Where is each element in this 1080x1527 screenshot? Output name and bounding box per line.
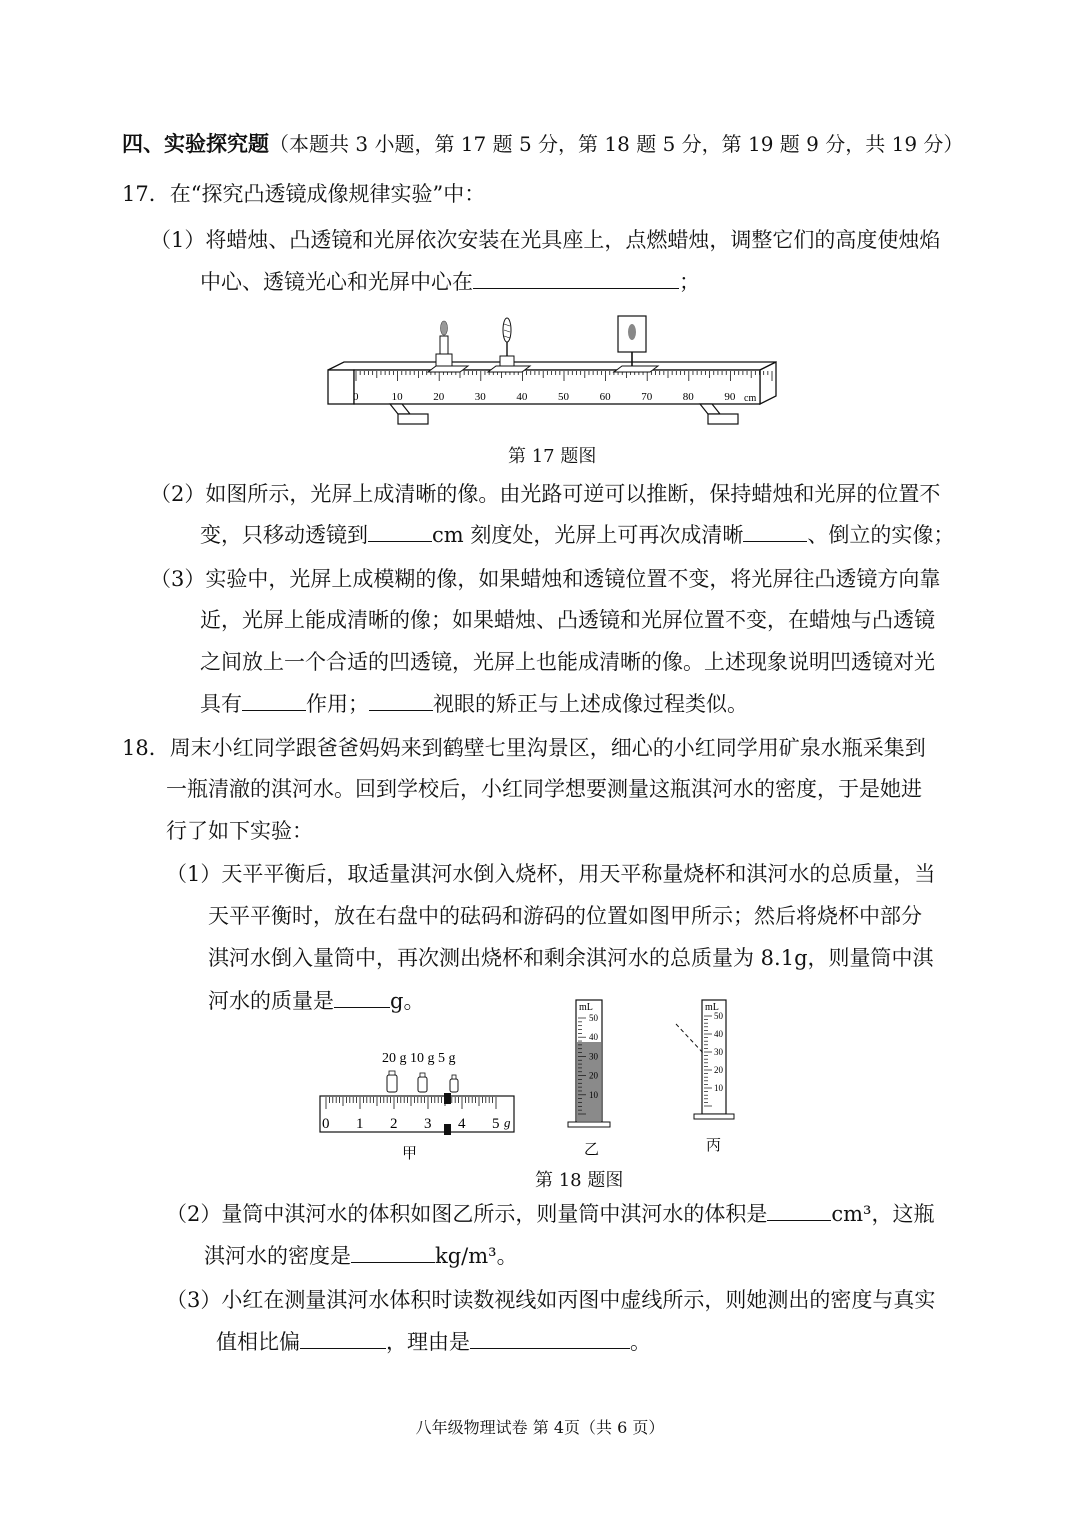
q18-answer-blank-4[interactable] [300, 1328, 386, 1349]
q18-p1-text-b: g。 [390, 989, 425, 1013]
q18-p3-text-b: ，理由是 [386, 1330, 470, 1354]
q18-answer-blank-3[interactable] [351, 1242, 435, 1263]
optical-bench-figure [320, 310, 780, 435]
scale-tick-label: 4 [458, 1116, 466, 1132]
q17-p3-line2: 近，光屏上能成清晰的像；如果蜡烛、凸透镜和光屏位置不变，在蜡烛与凸透镜 [200, 608, 935, 632]
q18-p3-line2 [216, 1328, 651, 1356]
rider-bottom [444, 1124, 451, 1135]
q18-stem-line3: 行了如下实验： [166, 819, 313, 843]
cylinder-tick-label: 20 [714, 1065, 723, 1075]
bench-tick-label: 80 [682, 391, 694, 403]
cylinder-bing-figure [668, 992, 748, 1162]
cylinder-yi-unit: mL [579, 1002, 593, 1013]
cylinder-tick-label: 40 [589, 1032, 598, 1043]
bench-unit: cm [744, 393, 757, 404]
balance-scale-figure [310, 1040, 525, 1165]
scale-tick-label: 3 [424, 1116, 432, 1132]
weight-10g [418, 1073, 427, 1092]
q17-p3-text-a: 具有 [200, 692, 242, 716]
q17-stem: 17．在“探究凸透镜成像规律实验”中： [122, 182, 486, 206]
q17-p3-line3: 之间放上一个合适的凹透镜，光屏上也能成清晰的像。上述现象说明凹透镜对光 [200, 650, 935, 674]
bench-tick-label: 40 [516, 391, 528, 403]
bench-tick-label: 20 [433, 391, 445, 403]
cylinder-tick-label: 40 [714, 1029, 723, 1039]
q18-answer-blank-5[interactable] [470, 1328, 630, 1349]
bench-tick-label: 90 [724, 391, 736, 403]
q17-p2-line1: （2）如图所示，光屏上成清晰的像。由光路可逆可以推断，保持蜡烛和光屏的位置不 [150, 482, 941, 506]
scale-tick-label: 5 [492, 1116, 500, 1132]
q17-p2-text-c: 、倒立的实像； [807, 523, 955, 547]
q18-p1-line3: 淇河水倒入量筒中，再次测出烧杯和剩余淇河水的总质量为 8.1g，则量筒中淇 [208, 946, 934, 970]
weights-label: 20 g 10 g 5 g [382, 1051, 456, 1066]
q17-answer-blank-1[interactable] [473, 268, 679, 289]
q17-p1-line1: （1）将蜡烛、凸透镜和光屏依次安装在光具座上，点燃蜡烛，调整它们的高度使烛焰 [150, 228, 941, 252]
q18-p2-text-d: kg/m³。 [435, 1244, 518, 1268]
scale-tick-label: 0 [322, 1116, 330, 1132]
q17-p3-text-c: 视眼的矫正与上述成像过程类似。 [433, 692, 748, 716]
scale-unit: g [504, 1115, 511, 1130]
q17-p3-line4 [200, 690, 748, 718]
q18-p3-text-c: 。 [630, 1330, 651, 1354]
q17-p2-text-a: 变，只移动透镜到 [200, 523, 368, 547]
cylinder-tick-label: 30 [589, 1051, 598, 1062]
q17-p1-text: 中心、透镜光心和光屏中心在 [200, 270, 473, 294]
bench-tick-label: 30 [474, 391, 486, 403]
bench-tick-label: 50 [558, 391, 569, 403]
sight-line [676, 1024, 704, 1054]
section-note: （本题共 3 小题，第 17 题 5 分，第 18 题 5 分，第 19 题 9 分，共 19 分） [269, 132, 964, 156]
q17-p1-end: ； [679, 270, 700, 294]
q17-p3-text-b: 作用； [306, 692, 369, 716]
q18-answer-blank-1[interactable] [334, 987, 390, 1008]
q18-p2-line1 [166, 1200, 934, 1228]
q18-p2-text-b: cm³，这瓶 [831, 1202, 935, 1226]
cylinder-tick-label: 30 [714, 1047, 723, 1057]
label-yi: 乙 [584, 1142, 600, 1158]
q17-p3-line1: （3）实验中，光屏上成模糊的像，如果蜡烛和透镜位置不变，将光屏往凸透镜方向靠 [150, 567, 941, 591]
page-footer: 八年级物理试卷 第 4页（共 6 页） [415, 1418, 665, 1437]
cylinder-tick-label: 20 [589, 1070, 598, 1081]
scale-tick-label: 2 [390, 1116, 398, 1132]
cylinder-tick-label: 50 [714, 1011, 723, 1021]
q17-answer-blank-2[interactable] [368, 521, 432, 542]
q18-p1-line2: 天平平衡时，放在右盘中的砝码和游码的位置如图甲所示；然后将烧杯中部分 [208, 904, 922, 928]
section-title: 四、实验探究题 [122, 131, 269, 156]
q18-p2-text-a: （2）量筒中淇河水的体积如图乙所示，则量筒中淇河水的体积是 [166, 1202, 768, 1226]
q17-figure-caption: 第 17 题图 [508, 446, 597, 467]
q17-p2-text-b: cm 刻度处，光屏上可再次成清晰 [432, 523, 744, 547]
q17-p1-line2 [200, 268, 700, 296]
rider-top [444, 1093, 451, 1104]
q18-figure-caption: 第 18 题图 [535, 1170, 624, 1191]
q18-p1-text-a: 河水的质量是 [208, 989, 334, 1013]
q17-answer-blank-3[interactable] [743, 521, 807, 542]
q17-answer-blank-5[interactable] [369, 690, 433, 711]
q18-answer-blank-2[interactable] [767, 1200, 831, 1221]
label-bing: 丙 [706, 1138, 722, 1154]
q18-p1-line4 [208, 987, 424, 1015]
q18-p1-line1: （1）天平平衡后，取适量淇河水倒入烧杯，用天平称量烧杯和淇河水的总质量，当 [166, 862, 936, 886]
bench-tick-label: 60 [599, 391, 611, 403]
cylinder-tick-label: 10 [714, 1083, 723, 1093]
q18-p2-text-c: 淇河水的密度是 [204, 1244, 351, 1268]
q18-stem-line2: 一瓶清澈的淇河水。回到学校后，小红同学想要测量这瓶淇河水的密度，于是她进 [166, 777, 922, 801]
q17-answer-blank-4[interactable] [242, 690, 306, 711]
q18-p2-line2 [204, 1242, 518, 1270]
scale-tick-label: 1 [356, 1116, 364, 1132]
bench-tick-label: 10 [391, 391, 403, 403]
weight-20g [387, 1071, 397, 1092]
bench-tick-label: 0 [353, 391, 359, 403]
q18-p3-text-a: 值相比偏 [216, 1330, 300, 1354]
cylinder-bing-unit: mL [705, 1002, 719, 1013]
q18-stem-line1: 18．周末小红同学跟爸爸妈妈来到鹤壁七里沟景区，细心的小红同学用矿泉水瓶采集到 [122, 736, 926, 760]
q18-p3-line1: （3）小红在测量淇河水体积时读数视线如丙图中虚线所示，则她测出的密度与真实 [166, 1288, 936, 1312]
cylinder-tick-label: 50 [589, 1013, 598, 1023]
label-jia: 甲 [402, 1146, 418, 1162]
weight-5g [450, 1075, 458, 1092]
cylinder-tick-label: 10 [589, 1089, 598, 1100]
cylinder-yi-figure [562, 992, 622, 1162]
bench-tick-label: 70 [641, 391, 653, 403]
section-heading [122, 130, 963, 158]
q17-p2-line2 [200, 521, 954, 549]
